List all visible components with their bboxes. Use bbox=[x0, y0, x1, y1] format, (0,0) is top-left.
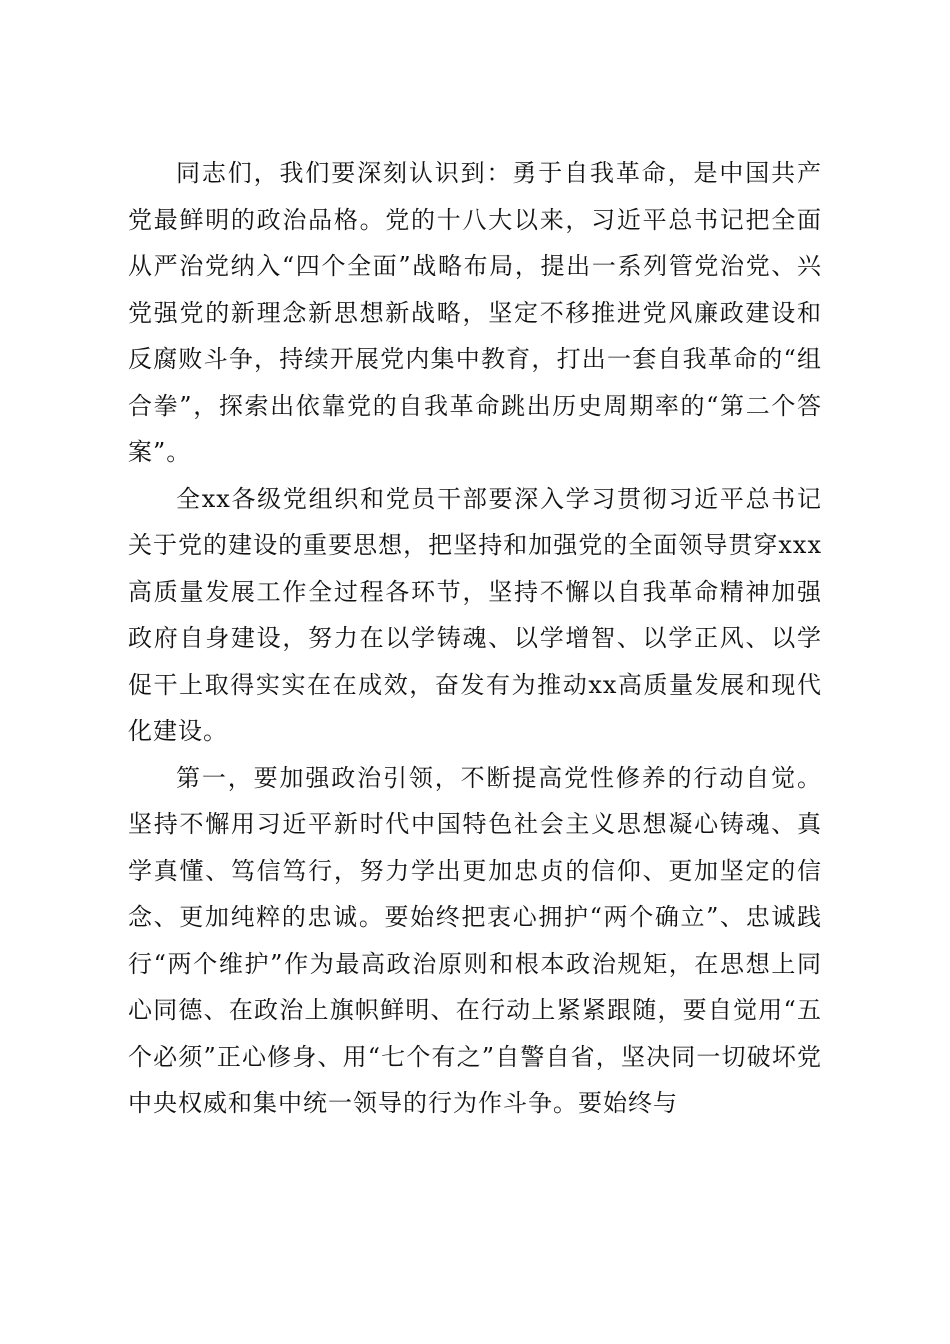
paragraph-1: 同志们，我们要深刻认识到：勇于自我革命，是中国共产党最鲜明的政治品格。党的十八大以来，习近平总书记把全面从严治党纳入“四个全面”战略布局，提出一系列管党治党、兴党强党的新理念新思想新战略，坚定不移推进党风廉政建设和反腐败斗争，持续开展党内集中教育，打出一套自我革命的“组合拳”，探索出依靠党的自我革命跳出历史周期率的“第二个答案”。 bbox=[128, 159, 822, 466]
paragraph-2: 全xx各级党组织和党员干部要深入学习贯彻习近平总书记关于党的建设的重要思想，把坚持和加强党的全面领导贯穿xxx高质量发展工作全过程各环节，坚持不懈以自我革命精神加强政府自身建设，努力在以学铸魂、以学增智、以学正风、以学促干上取得实实在在成效，奋发有为推动xx高质量发展和现代化建设。 bbox=[128, 484, 822, 745]
paragraph-3: 第一，要加强政治引领，不断提高党性修养的行动自觉。坚持不懈用习近平新时代中国特色社会主义思想凝心铸魂、真学真懂、笃信笃行，努力学出更加忠贞的信仰、更加坚定的信念、更加纯粹的忠诚。要始终把衷心拥护“两个确立”、忠诚践行“两个维护”作为最高政治原则和根本政治规矩，在思想上同心同德、在政治上旗帜鲜明、在行动上紧紧跟随，要自觉用“五个必须”正心修身、用“七个有之”自警自省，坚决同一切破坏党中央权威和集中统一领导的行为作斗争。要始终与 bbox=[128, 763, 822, 1117]
document-body bbox=[128, 150, 822, 1127]
